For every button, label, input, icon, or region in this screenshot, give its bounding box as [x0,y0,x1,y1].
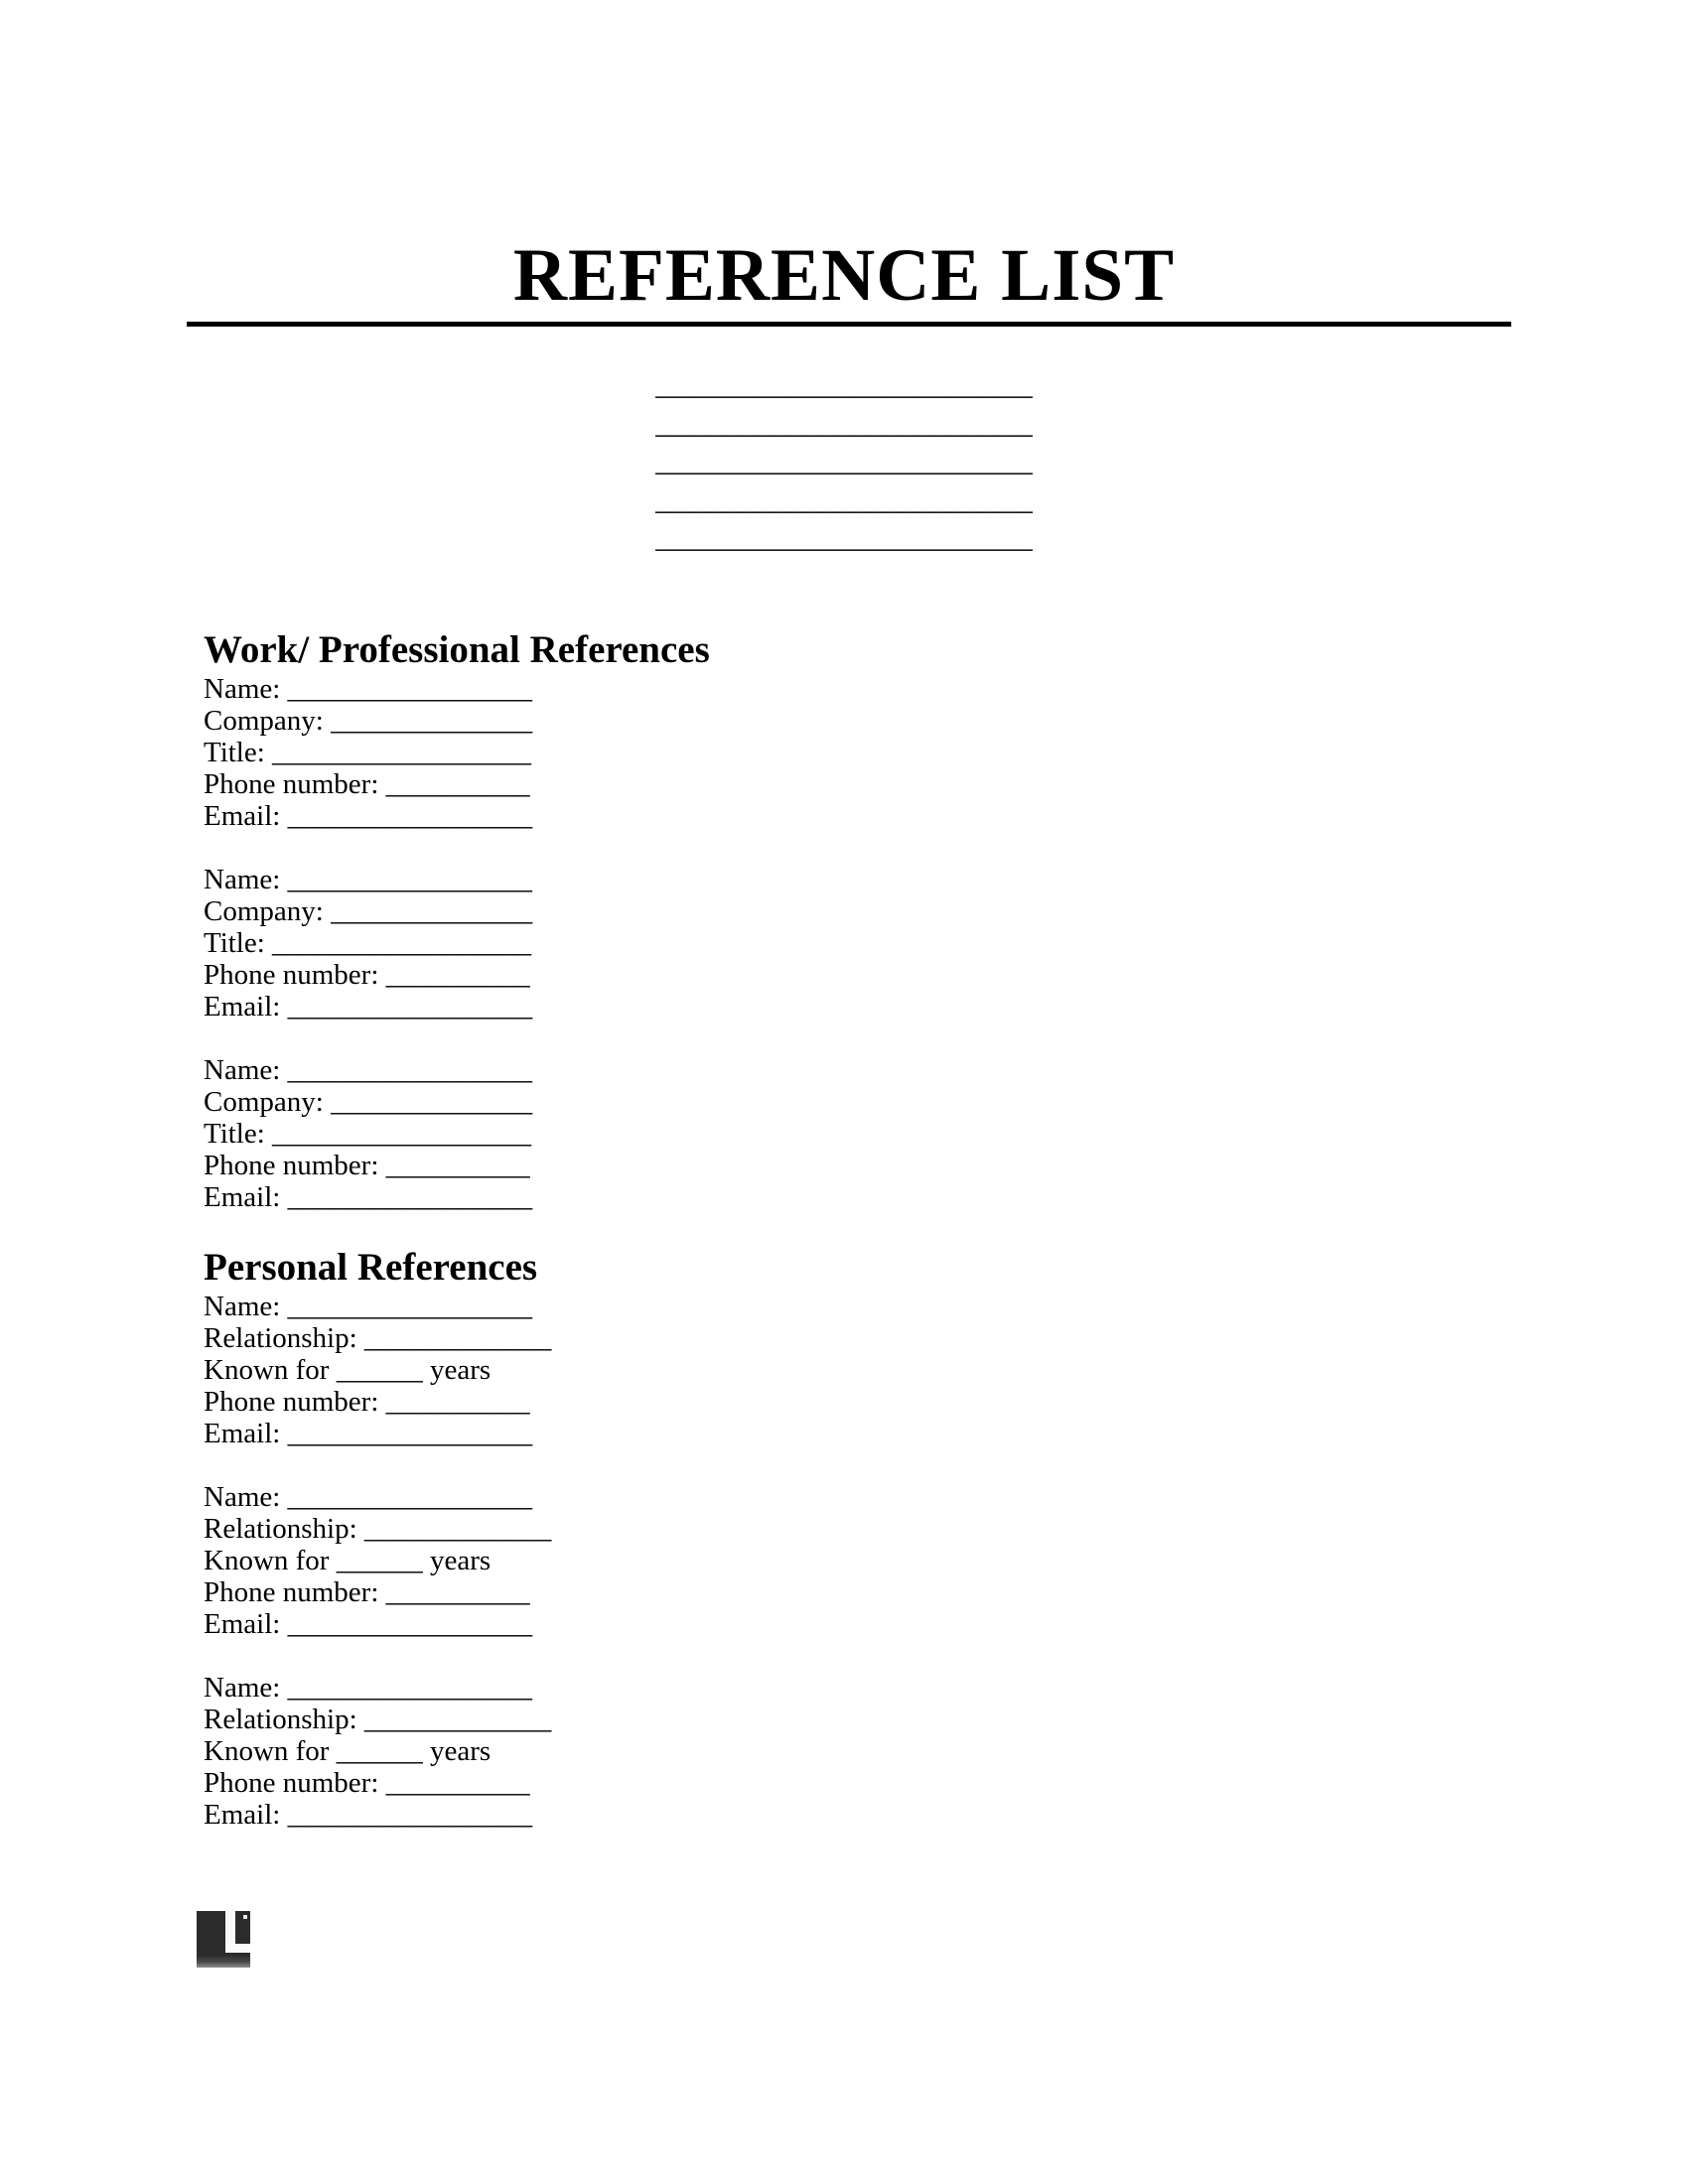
name-field-line: Name: _________________ [204,1291,533,1322]
blank-line: _______________________ [655,443,1033,478]
title-field-line: Title: __________________ [204,927,532,959]
brand-logo [197,1911,250,1968]
email-field-line: Email: _________________ [204,1608,533,1640]
phone-field-line: Phone number: __________ [204,1576,530,1608]
company-field-line: Company: ______________ [204,705,533,737]
work-reference-block-2 [204,864,710,1023]
page-title: REFERENCE LIST [512,234,1176,317]
known-for-field-line: Known for ______ years [204,1545,492,1576]
personal-reference-block-3 [204,1672,710,1831]
name-field-line: Name: _________________ [204,864,533,895]
logo-corner-dot [243,1915,247,1919]
blank-line: _______________________ [655,366,1033,402]
logo-l-mark-horizontal [225,1944,250,1953]
relationship-field-line: Relationship: _____________ [204,1704,552,1735]
email-field-line: Email: _________________ [204,991,533,1023]
known-for-field-line: Known for ______ years [204,1354,492,1386]
phone-field-line: Phone number: __________ [204,959,530,991]
phone-field-line: Phone number: __________ [204,1386,530,1418]
blank-line: _______________________ [655,480,1033,517]
personal-references-heading: Personal References [204,1246,538,1289]
name-field-line: Name: _________________ [204,673,533,705]
relationship-field-line: Relationship: _____________ [204,1322,552,1354]
email-field-line: Email: _________________ [204,1181,533,1213]
phone-field-line: Phone number: __________ [204,1767,530,1799]
relationship-field-line: Relationship: _____________ [204,1513,552,1545]
name-field-line: Name: _________________ [204,1481,533,1513]
name-field-line: Name: _________________ [204,1672,533,1704]
email-field-line: Email: _________________ [204,800,533,832]
form-sections [204,627,710,1862]
company-field-line: Company: ______________ [204,895,533,927]
work-reference-block-3 [204,1054,710,1213]
name-field-line: Name: _________________ [204,1054,533,1086]
personal-reference-block-1 [204,1291,710,1449]
blank-line: _______________________ [655,519,1033,555]
email-field-line: Email: _________________ [204,1799,533,1831]
email-field-line: Email: _________________ [204,1418,533,1449]
title-underline-rule [187,322,1511,327]
work-reference-block-1 [204,673,710,832]
phone-field-line: Phone number: __________ [204,768,530,800]
title-field-line: Title: __________________ [204,737,532,768]
contact-blank-lines [0,365,1688,557]
work-references-heading: Work/ Professional References [204,628,710,671]
company-field-line: Company: ______________ [204,1086,533,1118]
personal-reference-block-2 [204,1481,710,1640]
blank-line: _______________________ [655,404,1033,441]
phone-field-line: Phone number: __________ [204,1150,530,1181]
known-for-field-line: Known for ______ years [204,1735,492,1767]
title-field-line: Title: __________________ [204,1118,532,1150]
